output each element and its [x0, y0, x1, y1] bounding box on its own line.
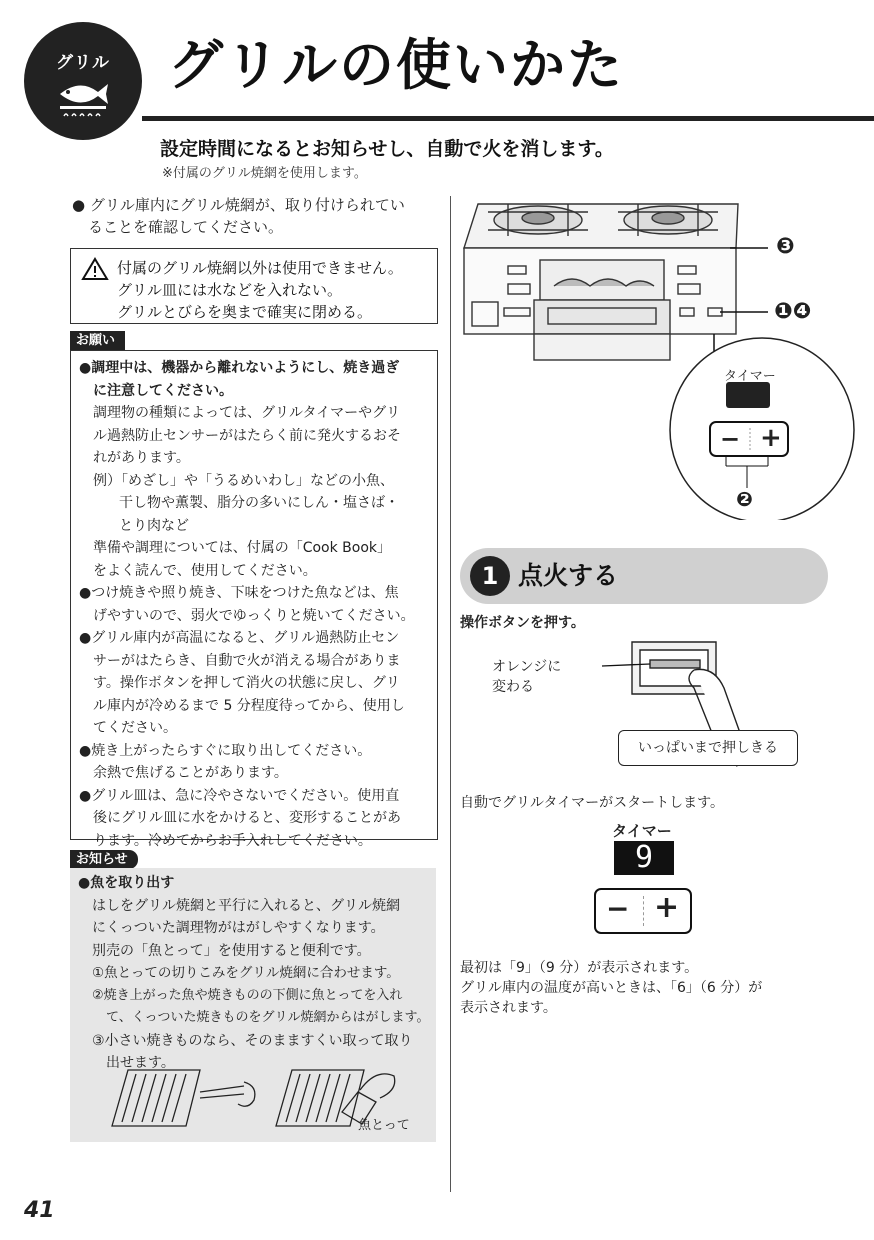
column-divider — [450, 196, 451, 1192]
onegai-line: れがあります。 — [93, 450, 190, 466]
warning-line: グリル皿には水などを入れない。 — [117, 281, 343, 299]
grill-badge — [24, 22, 142, 140]
intro-line-1: ● グリル庫内にグリル焼網が、取り付けられてい — [72, 196, 405, 214]
onegai-line: 準備や調理については、付属の「Cook Book」 — [93, 540, 392, 556]
warning-line: グリルとびらを奥まで確実に閉める。 — [117, 303, 373, 321]
callout-1-4: ❶❹ — [774, 299, 812, 324]
title-underline — [142, 116, 874, 121]
step1-instruction: 操作ボタンを押す。 — [460, 615, 585, 631]
onegai-line: 調理物の種類によっては、グリルタイマーやグリ — [93, 405, 401, 421]
step1-number: 1 — [470, 556, 510, 596]
oshirase-line: ②焼き上がった魚や焼きものの下側に魚とってを入れ — [92, 987, 403, 1003]
auto-start-text: 自動でグリルタイマーがスタートします。 — [460, 795, 725, 811]
orange-label-line1: オレンジに — [492, 659, 562, 675]
timer-buttons — [594, 888, 692, 934]
step1-title: 点火する — [518, 561, 619, 590]
onegai-line: ●グリル皿は、急に冷やさないでください。使用直 — [79, 787, 400, 804]
zoom-timer-label: タイマー — [724, 369, 776, 384]
timer-note — [460, 958, 762, 1018]
badge-label: グリル — [56, 53, 110, 73]
press-label: いっぱいまで押しきる — [618, 730, 798, 766]
timer-minus-button[interactable]: − — [606, 892, 630, 925]
onegai-line: ります。冷めてからお手入れしてください。 — [93, 832, 372, 849]
page-subtitle: 設定時間になるとお知らせし、自動で火を消します。 — [160, 138, 614, 160]
timer-plus-button[interactable]: + — [654, 890, 680, 925]
fish-icon — [54, 74, 112, 124]
warning-triangle-icon — [81, 257, 109, 281]
onegai-box — [70, 350, 438, 849]
warning-lines — [117, 257, 403, 323]
onegai-line: ●調理中は、機器から離れないようにし、焼き過ぎ — [79, 360, 400, 376]
oshirase-line: 出せます。 — [106, 1055, 175, 1071]
oshirase-line: にくっついた調理物がはがしやすくなります。 — [92, 920, 385, 936]
onegai-line: ●焼き上がったらすぐに取り出してください。 — [79, 742, 372, 759]
page-note: ※付属のグリル焼網を使用します。 — [162, 166, 367, 181]
intro-line-2: ることを確認してください。 — [88, 218, 284, 236]
timer-button-divider — [643, 896, 644, 926]
callout-3: ❸ — [776, 234, 795, 259]
onegai-line: ●グリル庫内が高温になると、グリル過熱防止セン — [79, 630, 400, 646]
oshirase-line: はしをグリル焼網と平行に入れると、グリル焼網 — [92, 897, 400, 914]
page-title: グリルの使いかた — [168, 33, 625, 97]
zoom-plus-button[interactable]: + — [760, 423, 782, 453]
onegai-line: をよく読んで、使用してください。 — [93, 562, 317, 579]
onegai-line: 後にグリル皿に水をかけると、変形することがあ — [93, 810, 401, 826]
page-number: 41 — [24, 1198, 55, 1223]
onegai-line: げやすいので、弱火でゆっくりと焼いてください。 — [93, 607, 415, 624]
timer-note-line: 表示されます。 — [460, 1000, 557, 1016]
oshirase-line: ①魚とっての切りこみをグリル焼網に合わせます。 — [92, 965, 400, 981]
onegai-line: に注意してください。 — [93, 382, 233, 399]
orange-label-line2: 変わる — [492, 679, 534, 695]
timer-note-line: 最初は「9」（9 分）が表示されます。 — [460, 960, 699, 976]
oshirase-line: 別売の「魚とって」を使用すると便利です。 — [92, 942, 371, 959]
oshirase-tag: お知らせ — [70, 850, 138, 869]
onegai-line: す。操作ボタンを押して消火の状態に戻し、グリ — [93, 675, 400, 691]
oshirase-line: て、くっついた焼きものをグリル焼網からはがします。 — [106, 1010, 430, 1025]
callout-2: ❷ — [736, 487, 753, 511]
oshirase-heading: ●魚を取り出す — [78, 875, 175, 891]
warning-line: 付属のグリル焼網以外は使用できません。 — [117, 259, 403, 277]
stove-diagram — [458, 190, 868, 520]
step1-header — [460, 548, 828, 604]
warning-box — [70, 248, 438, 324]
timer-note-line: グリル庫内の温度が高いときは、「6」（6 分）が — [460, 980, 763, 996]
timer-label: タイマー — [612, 822, 672, 840]
onegai-line: 余熱で焦げることがあります。 — [93, 765, 288, 781]
onegai-line: とり肉など — [119, 517, 189, 534]
onegai-line: 例）「めざし」や「うるめいわし」などの小魚、 — [93, 472, 394, 489]
onegai-line: 干し物や薫製、脂分の多いにしん・塩さば・ — [119, 495, 399, 511]
onegai-tag: お願い — [70, 331, 125, 350]
timer-display: 9 — [614, 841, 674, 875]
intro-bullet — [72, 194, 440, 238]
oshirase-box — [70, 868, 436, 1142]
illustration-caption: 魚とって — [358, 1118, 410, 1133]
oshirase-line: ③小さい焼きものなら、そのまますくい取って取り — [92, 1032, 413, 1049]
oshirase-text — [78, 872, 432, 1075]
onegai-text — [79, 357, 433, 852]
onegai-line: ●つけ焼きや照り焼き、下味をつけた魚などは、焦 — [79, 585, 399, 601]
onegai-line: サーがはたらき、自動で火が消える場合がありま — [93, 652, 401, 669]
onegai-line: ル過熱防止センサーがはたらく前に発火するおそ — [93, 427, 401, 444]
onegai-line: ル庫内が冷めるまで 5 分程度待ってから、使用し — [93, 697, 405, 714]
zoom-minus-button[interactable]: − — [720, 425, 741, 453]
onegai-line: てください。 — [93, 720, 177, 736]
